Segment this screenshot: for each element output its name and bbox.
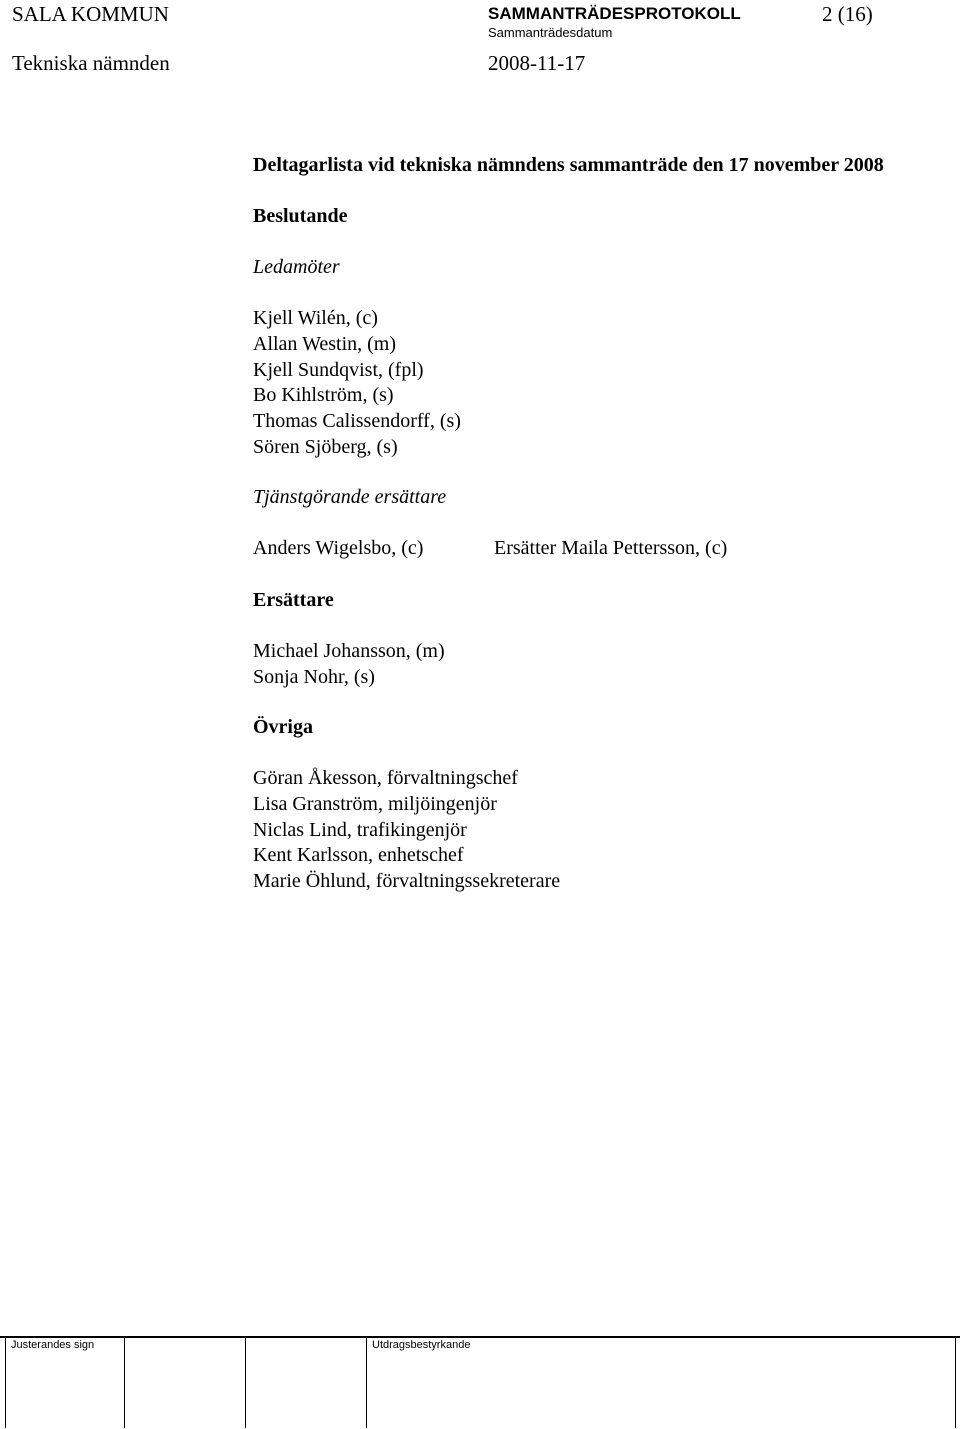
list-item: Lisa Granström, miljöingenjör — [253, 792, 497, 815]
list-item: Sören Sjöberg, (s) — [253, 435, 398, 458]
table-divider — [366, 1336, 367, 1428]
list-item: Niclas Lind, trafikingenjör — [253, 818, 467, 841]
justerandes-sign-label: Justerandes sign — [11, 1339, 95, 1351]
page-title: Deltagarlista vid tekniska nämndens sammanträde den 17 november 2008 — [253, 154, 884, 176]
list-item: Kjell Sundqvist, (fpl) — [253, 358, 424, 381]
signature-table — [0, 1336, 960, 1428]
table-divider — [955, 1336, 956, 1428]
tjanstgorande-replaces: Ersätter Maila Pettersson, (c) — [494, 537, 728, 559]
ersattare-heading: Ersättare — [253, 589, 334, 611]
ovriga-list — [253, 766, 560, 895]
table-top-border — [0, 1336, 960, 1338]
meeting-date: 2008-11-17 — [488, 51, 586, 75]
list-item: Bo Kihlström, (s) — [253, 384, 394, 407]
list-item: Göran Åkesson, förvaltningschef — [253, 767, 518, 789]
ersattare-list — [253, 639, 445, 691]
list-item: Marie Öhlund, förvaltningssekreterare — [253, 870, 561, 893]
list-item: Allan Westin, (m) — [253, 332, 396, 355]
date-label: Sammanträdesdatum — [488, 25, 613, 40]
ovriga-heading: Övriga — [253, 716, 313, 738]
ledamoter-heading: Ledamöter — [253, 256, 340, 278]
table-divider — [124, 1336, 125, 1428]
department-name: Tekniska nämnden — [12, 51, 170, 75]
tjanstgorande-name: Anders Wigelsbo, (c) — [253, 537, 424, 559]
beslutande-heading: Beslutande — [253, 205, 348, 227]
table-divider — [245, 1336, 246, 1428]
list-item: Kjell Wilén, (c) — [253, 307, 378, 329]
list-item: Sonja Nohr, (s) — [253, 665, 375, 688]
document-type: SAMMANTRÄDESPROTOKOLL — [488, 4, 741, 23]
list-item: Thomas Calissendorff, (s) — [253, 410, 461, 433]
table-divider — [5, 1336, 6, 1428]
list-item: Michael Johansson, (m) — [253, 640, 445, 662]
organization-name: SALA KOMMUN — [12, 2, 169, 26]
tjanstgorande-heading: Tjänstgörande ersättare — [253, 486, 447, 508]
page-number: 2 (16) — [822, 2, 873, 26]
list-item: Kent Karlsson, enhetschef — [253, 844, 464, 867]
ledamoter-list — [253, 306, 461, 461]
utdragsbestyrkande-label: Utdragsbestyrkande — [372, 1339, 471, 1351]
